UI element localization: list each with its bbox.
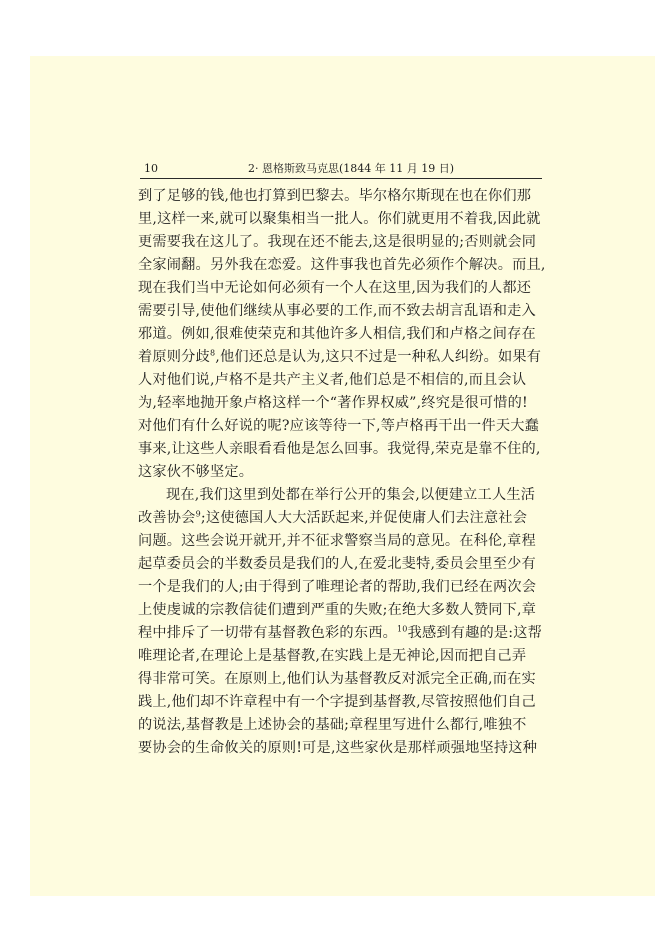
text-line xyxy=(138,714,548,737)
text-line-content: 更需要我在这儿了。我现在还不能去,这是很明显的;否则就会同 xyxy=(138,234,537,250)
text-line-content: 得非常可笑。在原则上,他们认为基督教反对派完全正确,而在实 xyxy=(138,671,536,687)
text-line-continuation: ,他们还总是认为,这只不过是一种私人纠纷。如果有 xyxy=(215,349,542,365)
text-line-content: 一个是我们的人;由于得到了唯理论者的帮助,我们已经在两次会 xyxy=(138,579,537,595)
text-line-content: 对他们有什么好说的呢?应该等待一下,等卢格再干出一件天大蠢 xyxy=(138,418,539,434)
text-line-content: 邪道。例如,很难使荣克和其他许多人相信,我们和卢格之间存在 xyxy=(138,326,536,342)
text-line-content: 着原则分歧 xyxy=(138,349,210,365)
body-text xyxy=(138,185,548,760)
text-line xyxy=(138,208,548,231)
text-line-content: 要协会的生命攸关的原则!可是,这些家伙是那样顽强地坚持这种 xyxy=(138,740,538,756)
text-line-content: 到了足够的钱,他也打算到巴黎去。毕尔格尔斯现在也在你们那 xyxy=(138,188,532,204)
text-line-content: 现在,我们这里到处都在举行公开的集会,以便建立工人生活 xyxy=(166,487,536,503)
text-line-content: 改善协会 xyxy=(138,510,196,526)
text-line xyxy=(138,369,548,392)
footnote-marker: 9 xyxy=(195,509,201,519)
text-line xyxy=(138,461,548,484)
text-line-content: 需要引导,使他们继续从事必要的工作,而不致去胡言乱语和走入 xyxy=(138,303,536,319)
footnote-marker: 8 xyxy=(209,348,216,358)
text-line xyxy=(138,507,548,530)
text-line xyxy=(138,484,548,507)
text-line-content: 问题。这些会说开就开,并不征求警察当局的意见。在科伦,章程 xyxy=(138,533,536,549)
text-line xyxy=(138,576,548,599)
text-line-content: 起草委员会的半数委员是我们的人,在爱北斐特,委员会里至少有 xyxy=(138,556,536,572)
text-line-continuation: 我感到有趣的是:这帮 xyxy=(407,625,543,641)
text-line xyxy=(138,254,548,277)
text-line-continuation: ;这使德国人大大活跃起来,并促使庸人们去注意社会 xyxy=(200,510,528,526)
text-line xyxy=(138,438,548,461)
text-line-content: 程中排斥了一切带有基督教色彩的东西。 xyxy=(138,625,397,641)
text-line xyxy=(138,300,548,323)
text-line xyxy=(138,737,548,760)
text-line xyxy=(138,553,548,576)
running-title: 2· 恩格斯致马克思(1844 年 11 月 19 日) xyxy=(248,162,455,175)
text-line xyxy=(138,346,548,369)
text-line xyxy=(138,530,548,553)
text-line-content: 里,这样一来,就可以聚集相当一批人。你们就更用不着我,因此就 xyxy=(138,211,541,227)
text-line-content: 的说法,基督教是上述协会的基础;章程里写进什么都行,唯独不 xyxy=(138,717,527,733)
text-line-content: 现在我们当中无论如何必须有一个人在这里,因为我们的人都还 xyxy=(138,280,532,296)
text-line-content: 事来,让这些人亲眼看看他是怎么回事。我觉得,荣克是靠不住的, xyxy=(138,441,541,457)
text-line xyxy=(138,599,548,622)
text-line xyxy=(138,668,548,691)
text-line-content: 践上,他们却不许章程中有一个字提到基督教,尽管按照他们自己 xyxy=(138,694,536,710)
text-line xyxy=(138,323,548,346)
page-number: 10 xyxy=(144,162,158,175)
text-line xyxy=(138,645,548,668)
text-line xyxy=(138,392,548,415)
text-line-content: 全家闹翻。另外我在恋爱。这件事我也首先必须作个解决。而且, xyxy=(138,257,546,273)
footnote-marker: 10 xyxy=(396,624,408,634)
text-line-content: 人对他们说,卢格不是共产主义者,他们总是不相信的,而且会认 xyxy=(138,372,527,388)
text-line xyxy=(138,622,548,645)
text-line xyxy=(138,415,548,438)
text-line-content: 这家伙不够坚定。 xyxy=(138,464,254,480)
text-line xyxy=(138,691,548,714)
text-line-content: 唯理论者,在理论上是基督教,在实践上是无神论,因而把自己弄 xyxy=(138,648,527,664)
text-line-content: 上使虔诚的宗教信徒们遭到严重的失败;在绝大多数人赞同下,章 xyxy=(138,602,537,618)
text-line-content: 为,轻率地抛开象卢格这样一个“著作界权威”,终究是很可惜的! xyxy=(138,395,528,411)
running-header xyxy=(140,160,542,179)
text-line xyxy=(138,277,548,300)
text-line xyxy=(138,185,548,208)
text-line xyxy=(138,231,548,254)
